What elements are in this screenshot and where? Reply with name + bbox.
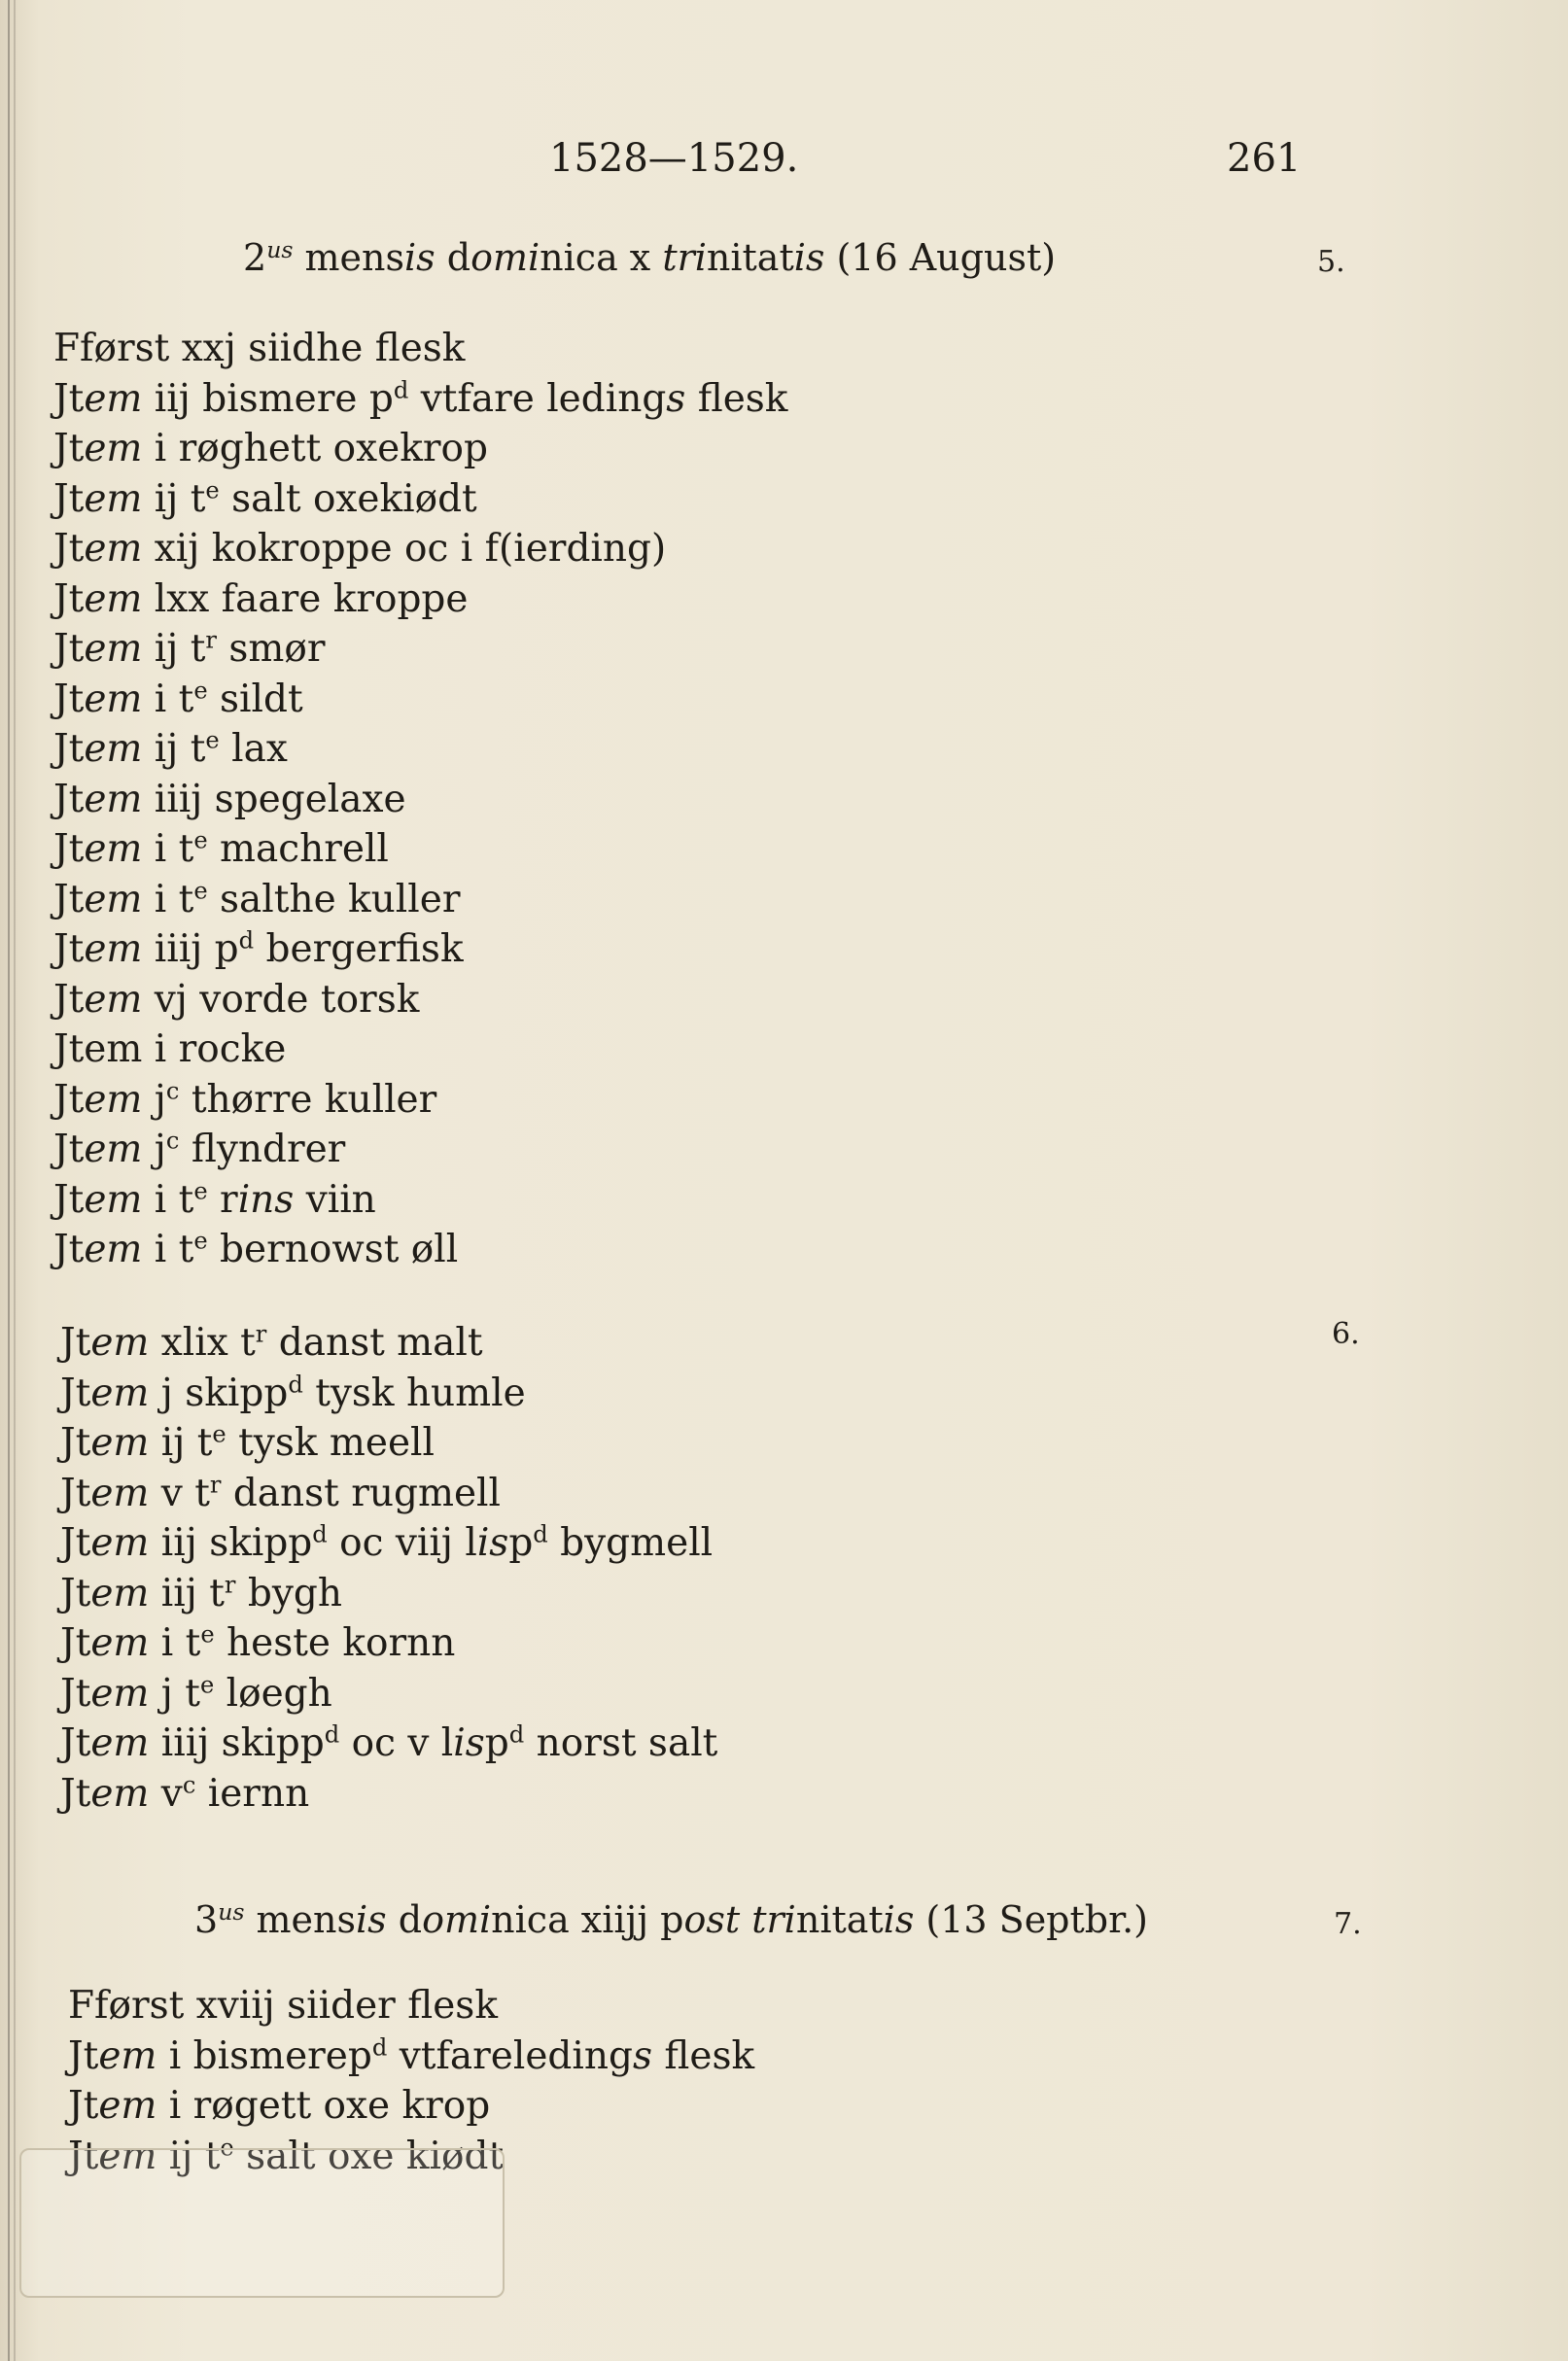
list-item: Jtem i rocke bbox=[53, 1027, 287, 1071]
page-number: 261 bbox=[1227, 136, 1302, 181]
list-item: Jtem $j^c$ thørre kuller bbox=[53, 1077, 437, 1122]
list-item: Jtem iiij $p^d$ bergerfisk bbox=[53, 926, 464, 971]
list-item: Jtem vj vorde torsk bbox=[53, 977, 420, 1022]
list-item: Jtem iiij skipp$^d$ oc v lisp$^d$ norst salt bbox=[60, 1720, 718, 1765]
item-list-1 bbox=[53, 324, 787, 1275]
list-item: Jtem iij bismere $p^d$ vtfare ledings flesk bbox=[53, 376, 788, 421]
page-stub-tab bbox=[19, 2148, 505, 2298]
list-item: Fførst xviij siider flesk bbox=[68, 1984, 498, 2028]
list-item: Jtem i $t^e$ salthe kuller bbox=[53, 877, 461, 921]
list-item: Jtem j $t^e$ løegh bbox=[60, 1671, 332, 1716]
list-item: Jtem i $t^e$ rins viin bbox=[53, 1177, 376, 1222]
list-item: Jtem j skipp$^d$ tysk humle bbox=[60, 1371, 526, 1415]
list-item: Jtem lxx faare kroppe bbox=[53, 576, 469, 621]
list-item: Jtem ij $t^e$ lax bbox=[53, 726, 288, 771]
binding-edge-shadow bbox=[14, 0, 16, 2361]
section-title-1: $2^{us}$ mensis dominica x trinitatis (16 August) bbox=[243, 236, 1057, 279]
list-item: Jtem i røghett oxekrop bbox=[53, 427, 488, 470]
list-item: Jtem ij $t^r$ smør bbox=[53, 626, 326, 671]
list-item: Jtem i $t^e$ sildt bbox=[53, 677, 303, 721]
list-item: Jtem xij kokroppe oc i f(ierding) bbox=[53, 527, 667, 571]
section-title-3: $3^{us}$ mensis dominica xiijj post trinitatis (13 Septbr.) bbox=[194, 1898, 1149, 1941]
margin-number-6: 6. bbox=[1332, 1317, 1360, 1351]
list-item: Jtem ij $t^e$ tysk meell bbox=[60, 1420, 435, 1465]
list-item: Jtem iij $t^r$ bygh bbox=[60, 1571, 342, 1615]
list-item: Jtem v $t^r$ danst rugmell bbox=[60, 1471, 501, 1515]
list-item: Jtem i $t^e$ bernowst øll bbox=[53, 1227, 459, 1271]
margin-number-5: 5. bbox=[1317, 245, 1345, 279]
list-item: Jtem xlix $t^r$ danst malt bbox=[60, 1320, 483, 1365]
list-item: Jtem iiij spegelaxe bbox=[53, 777, 406, 821]
list-item: Jtem ij $t^e$ salt oxe kiødt bbox=[68, 2134, 505, 2178]
list-item: Jtem i $t^e$ machrell bbox=[53, 826, 389, 871]
margin-number-7: 7. bbox=[1334, 1907, 1362, 1941]
list-item: Jtem i $t^e$ heste kornn bbox=[60, 1620, 456, 1665]
list-item: Fførst xxj siidhe flesk bbox=[53, 327, 466, 370]
list-item: Jtem iij skipp$^d$ oc viij lisp$^d$ bygmell bbox=[60, 1520, 714, 1565]
list-item: Jtem i røgett oxe krop bbox=[68, 2084, 491, 2128]
list-item: Jtem ij $t^e$ salt oxekiødt bbox=[53, 476, 477, 521]
list-item: Jtem $j^c$ flyndrer bbox=[53, 1127, 346, 1171]
list-item: Jtem i bismerep$^d$ vtfareledings flesk bbox=[68, 2033, 755, 2078]
header-years: 1528—1529. bbox=[549, 136, 799, 181]
binding-edge bbox=[8, 0, 10, 2361]
list-item: Jtem $v^c$ iernn bbox=[60, 1771, 310, 1816]
item-list-2 bbox=[60, 1318, 717, 1819]
